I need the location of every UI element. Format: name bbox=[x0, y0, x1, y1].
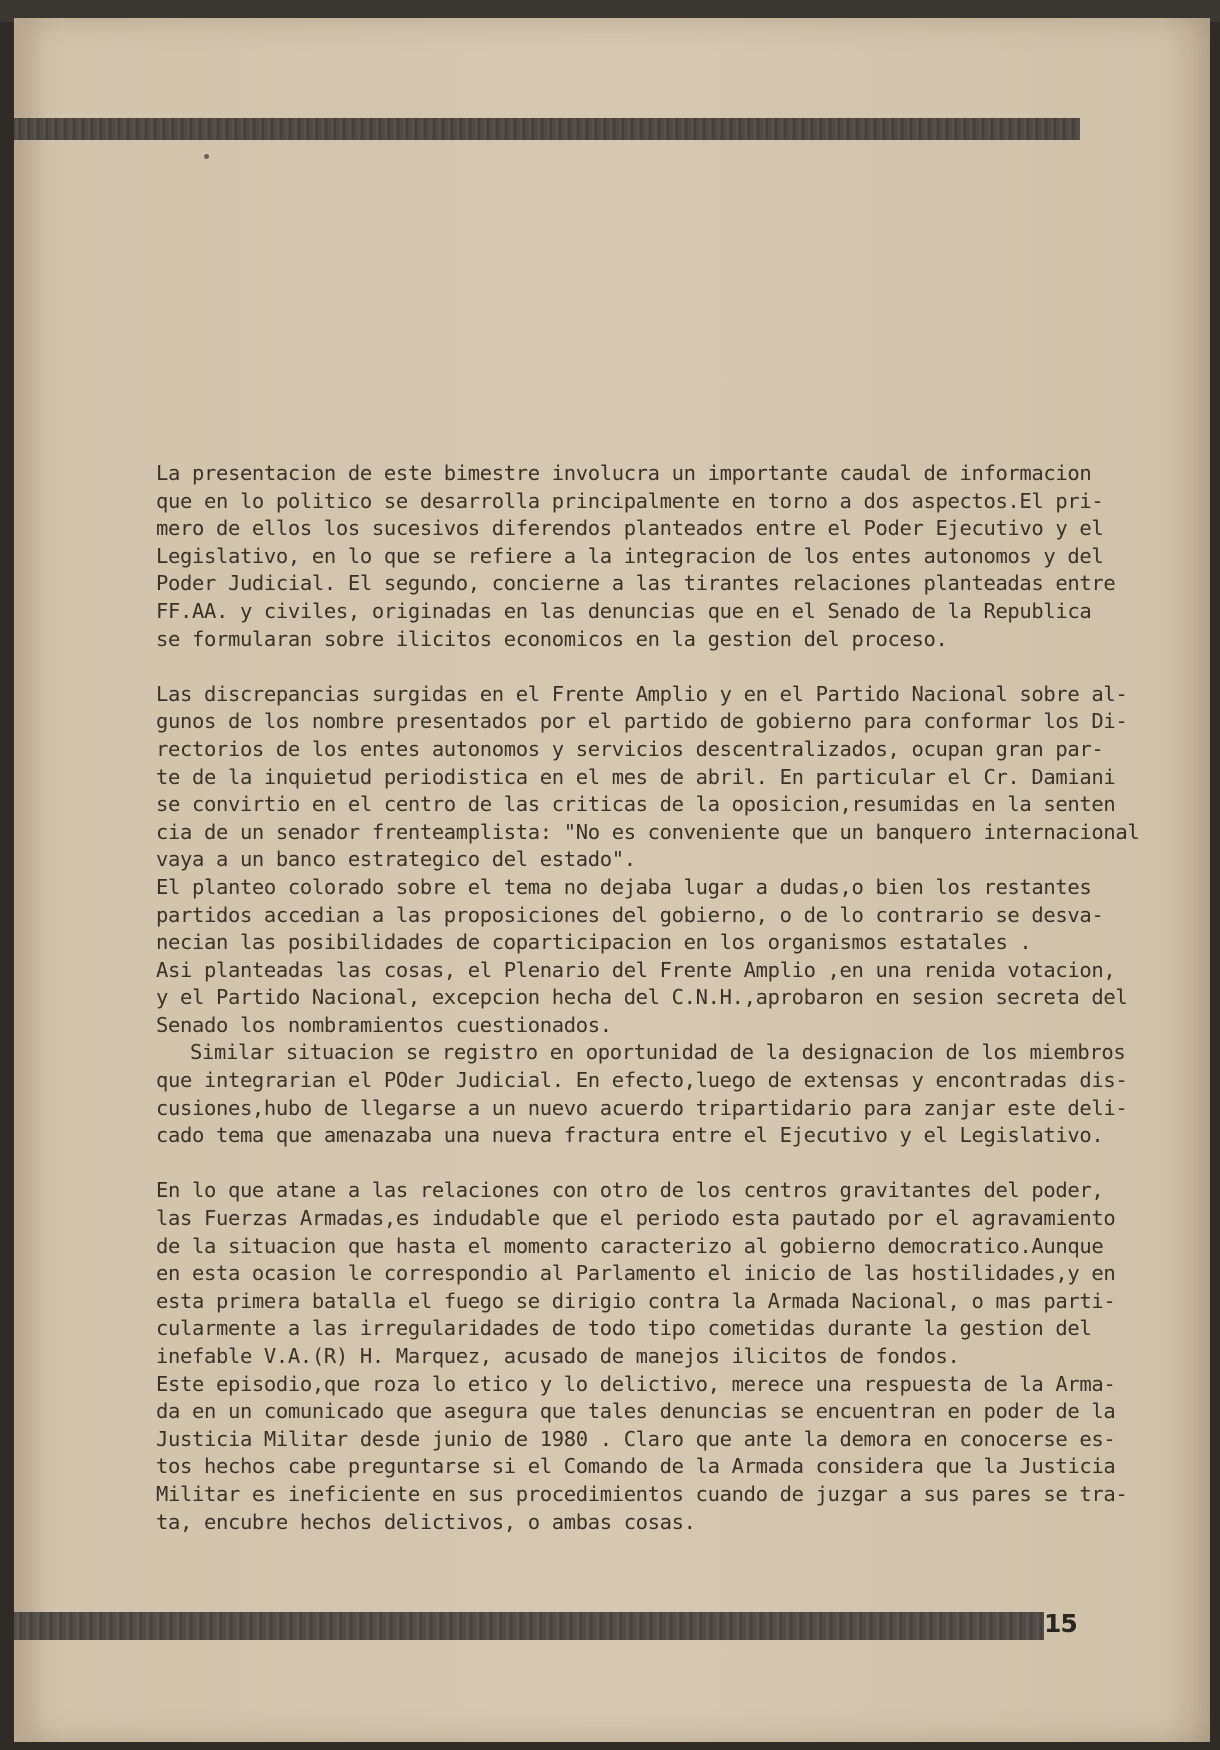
text-line: El planteo colorado sobre el tema no dejaba lugar a dudas,o bien los restantes bbox=[156, 874, 1092, 899]
text-line: Similar situacion se registro en oportunidad de la designacion de los miembros bbox=[190, 1040, 1126, 1065]
text-line: Senado los nombramientos cuestionados. bbox=[156, 1012, 612, 1037]
text-line: da en un comunicado que asegura que tales denuncias se encuentran en poder de la bbox=[156, 1399, 1116, 1424]
text-line: Este episodio,que roza lo etico y lo delictivo, merece una respuesta de la Arma- bbox=[156, 1371, 1116, 1396]
text-line: cia de un senador frenteamplista: "No es conveniente que un banquero internacional bbox=[156, 819, 1140, 844]
text-line: Legislativo, en lo que se refiere a la integracion de los entes autonomos y del bbox=[156, 543, 1104, 568]
paragraph-gap bbox=[156, 653, 1096, 681]
text-line: Asi planteadas las cosas, el Plenario del Frente Amplio ,en una renida votacion, bbox=[156, 957, 1116, 982]
article-body bbox=[156, 460, 1140, 1536]
text-line: FF.AA. y civiles, originadas en las denuncias que en el Senado de la Republica bbox=[156, 598, 1092, 623]
text-line: inefable V.A.(R) H. Marquez, acusado de manejos ilicitos de fondos. bbox=[156, 1344, 960, 1368]
text-line: cularmente a las irregularidades de todo tipo cometidas durante la gestion del bbox=[156, 1316, 1092, 1341]
text-line: La presentacion de este bimestre involucra un importante caudal de informacion bbox=[156, 461, 1092, 485]
paragraph-gap bbox=[156, 1150, 1096, 1178]
text-line: se convirtio en el centro de las criticas de la oposicion,resumidas en la senten bbox=[156, 792, 1116, 817]
text-line: Las discrepancias surgidas en el Frente Amplio y en el Partido Nacional sobre al- bbox=[156, 681, 1128, 706]
text-line: que integrarian el POder Judicial. En efecto,luego de extensas y encontradas dis- bbox=[156, 1068, 1128, 1093]
text-line: cado tema que amenazaba una nueva fractura entre el Ejecutivo y el Legislativo. bbox=[156, 1123, 1104, 1148]
text-line: se formularan sobre ilicitos economicos en la gestion del proceso. bbox=[156, 626, 948, 651]
scan-speck bbox=[204, 154, 209, 159]
text-line: vaya a un banco estrategico del estado". bbox=[156, 847, 636, 872]
text-line: esta primera batalla el fuego se dirigio contra la Armada Nacional, o mas parti- bbox=[156, 1288, 1116, 1313]
text-line: partidos accedian a las proposiciones del gobierno, o de lo contrario se desva- bbox=[156, 902, 1104, 927]
header-rule bbox=[14, 118, 1080, 140]
text-line: rectorios de los entes autonomos y servicios descentralizados, ocupan gran par- bbox=[156, 736, 1104, 761]
footer-rule bbox=[14, 1612, 1044, 1640]
text-line: de la situacion que hasta el momento caracterizo al gobierno democratico.Aunque bbox=[156, 1233, 1104, 1258]
text-line: Militar es ineficiente en sus procedimientos cuando de juzgar a sus pares se tra- bbox=[156, 1481, 1128, 1506]
text-line: tos hechos cabe preguntarse si el Comando de la Armada considera que la Justicia bbox=[156, 1454, 1116, 1479]
text-line: necian las posibilidades de coparticipacion en los organismos estatales . bbox=[156, 930, 1032, 955]
text-line: las Fuerzas Armadas,es indudable que el periodo esta pautado por el agravamiento bbox=[156, 1206, 1116, 1231]
text-line: mero de ellos los sucesivos diferendos planteados entre el Poder Ejecutivo y el bbox=[156, 516, 1104, 541]
text-line: y el Partido Nacional, excepcion hecha del C.N.H.,aprobaron en sesion secreta del bbox=[156, 985, 1128, 1010]
text-line: Poder Judicial. El segundo, concierne a las tirantes relaciones planteadas entre bbox=[156, 571, 1116, 596]
document-page bbox=[14, 18, 1210, 1742]
text-line: te de la inquietud periodistica en el mes de abril. En particular el Cr. Damiani bbox=[156, 764, 1116, 789]
text-line: Justicia Militar desde junio de 1980 . Claro que ante la demora en conocerse es- bbox=[156, 1426, 1116, 1451]
text-line: gunos de los nombre presentados por el partido de gobierno para conformar los Di- bbox=[156, 709, 1128, 734]
text-line: En lo que atane a las relaciones con otro de los centros gravitantes del poder, bbox=[156, 1178, 1104, 1203]
text-line: que en lo politico se desarrolla principalmente en torno a dos aspectos.El pri- bbox=[156, 488, 1104, 513]
text-line: cusiones,hubo de llegarse a un nuevo acuerdo tripartidario para zanjar este deli- bbox=[156, 1095, 1128, 1120]
text-line: ta, encubre hechos delictivos, o ambas cosas. bbox=[156, 1509, 696, 1534]
page-left-edge bbox=[14, 18, 44, 1742]
page-number: 15 bbox=[1044, 1609, 1077, 1638]
text-line: en esta ocasion le correspondio al Parlamento el inicio de las hostilidades,y en bbox=[156, 1261, 1116, 1286]
